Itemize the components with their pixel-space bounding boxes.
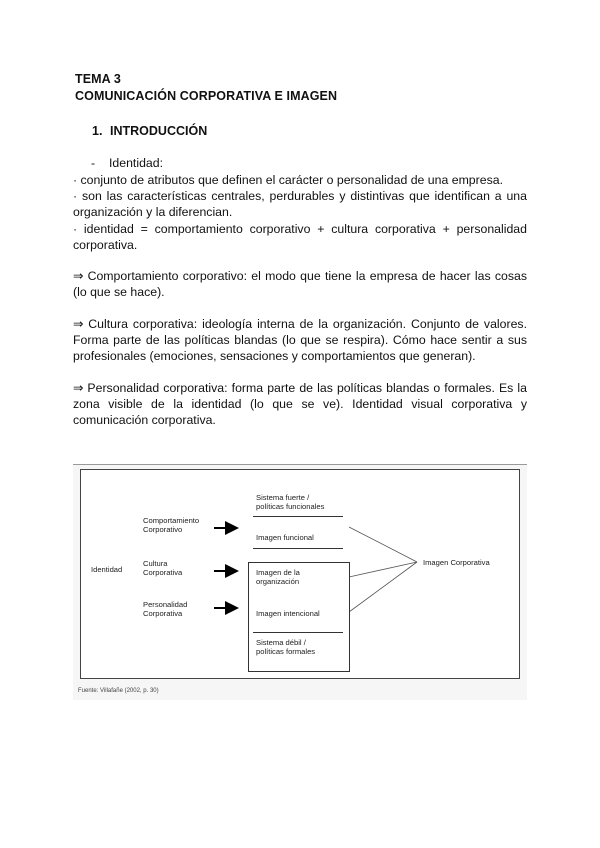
divider-funcional: [253, 548, 343, 549]
figure-caption: Fuente: Villafañe (2002, p. 30): [78, 688, 159, 694]
paragraph-comportamiento: ⇒ Comportamiento corporativo: el modo que tiene la empresa de hacer las cosas (lo que se hace).: [73, 269, 527, 300]
label-identidad: Identidad: [91, 565, 123, 574]
label-imagen-organizacion: Imagen de la organización: [256, 568, 300, 586]
tema-label: TEMA 3: [75, 72, 121, 86]
divider-top: [253, 516, 343, 517]
identity-image-diagram: [73, 464, 527, 700]
page-title: COMUNICACIÓN CORPORATIVA E IMAGEN: [75, 89, 338, 103]
label-imagen-funcional: Imagen funcional: [256, 533, 314, 542]
line-funcional-to-corporativa: [349, 527, 417, 562]
list-dash: -: [91, 156, 96, 170]
bullet-3: · identidad = comportamiento corporativo + cultura corporativa + personalidad corporativa.: [73, 221, 527, 252]
bullet-1: · conjunto de atributos que definen el carácter o personalidad de una empresa.: [73, 173, 503, 187]
label-sistema-debil: Sistema débil / políticas formales: [256, 638, 316, 656]
section-number: 1.: [92, 124, 103, 138]
label-imagen-corporativa: Imagen Corporativa: [423, 558, 490, 567]
label-imagen-intencional: Imagen intencional: [256, 609, 320, 618]
identidad-bullets: [73, 172, 527, 253]
paragraph-personalidad: ⇒ Personalidad corporativa: forma parte de las políticas blandas o formales. Es la zona visible de la identidad (lo que se ve). Identidad visual corporativa y comunicación corporativa.: [73, 381, 527, 428]
label-sistema-fuerte: Sistema fuerte / políticas funcionales: [256, 493, 325, 511]
section-title: INTRODUCCIÓN: [110, 124, 208, 138]
label-comportamiento: Comportamiento Corporativo: [143, 516, 200, 534]
label-cultura: Cultura Corporativa: [143, 559, 183, 577]
identidad-list-item: [91, 156, 163, 170]
bullet-2: · son las características centrales, perdurables y distintivas que identifican a una organización y la diferencian.: [73, 189, 527, 220]
divider-intencional: [253, 632, 343, 633]
section-heading: [92, 124, 207, 138]
label-personalidad: Personalidad Corporativa: [143, 600, 188, 618]
identidad-label: Identidad:: [109, 156, 164, 170]
paragraph-cultura: ⇒ Cultura corporativa: ideología interna de la organización. Conjunto de valores. Forma parte de las políticas blandas (lo que se respira). Cómo hace sentir a sus profesionales (emociones, sensaciones y comportamientos que generan).: [73, 317, 527, 364]
